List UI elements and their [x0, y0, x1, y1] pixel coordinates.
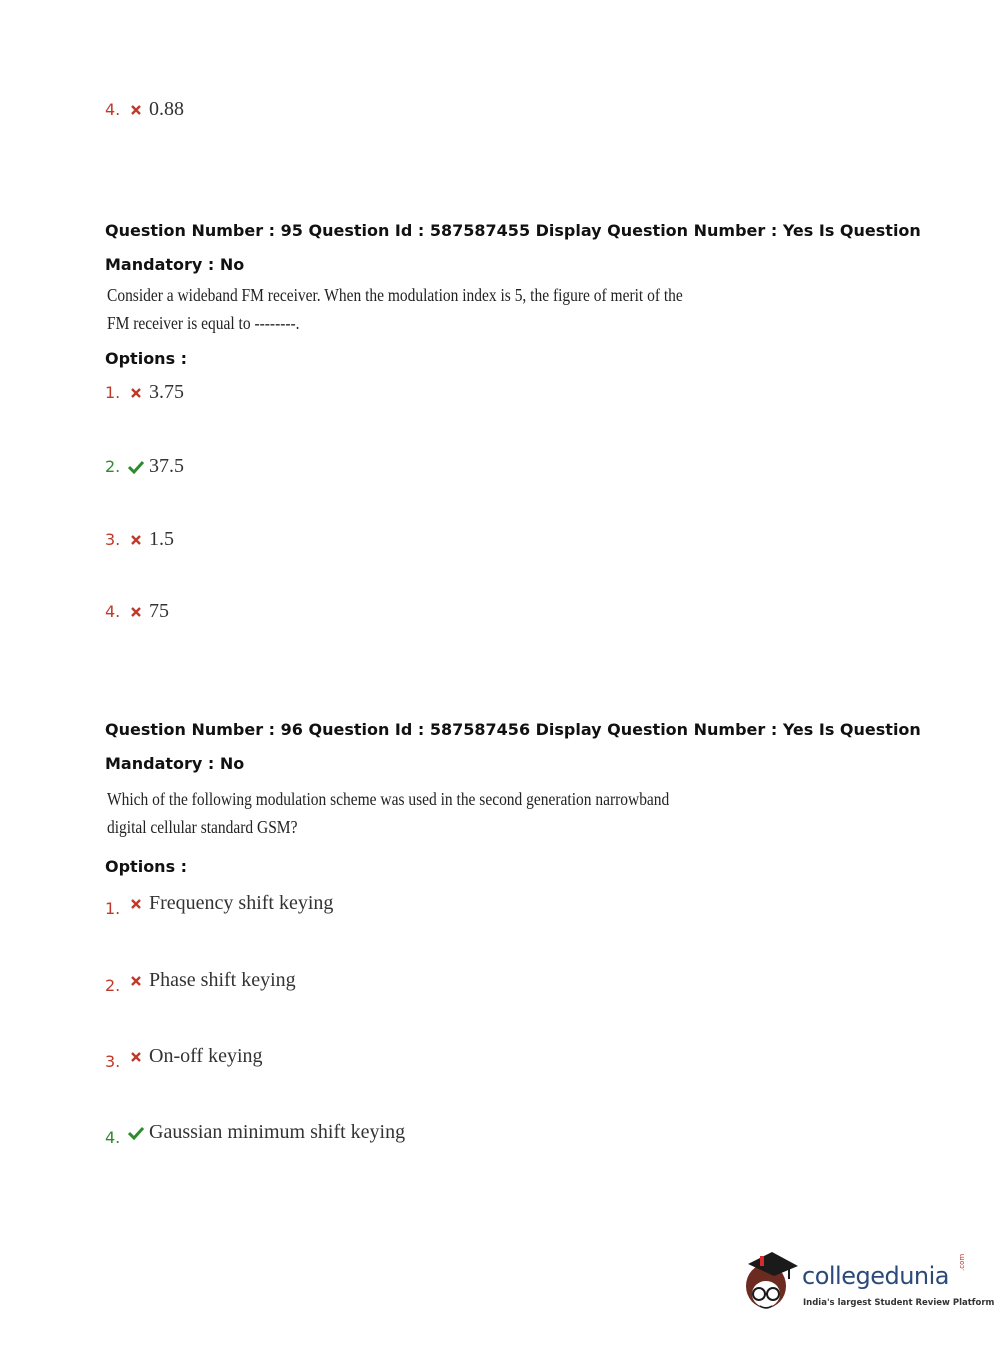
option-3: [105, 528, 174, 551]
option-number: 3.: [105, 530, 121, 549]
option-1: [105, 381, 184, 404]
option-text: Phase shift keying: [149, 969, 296, 991]
option-1: [105, 889, 333, 918]
option-number: 4.: [105, 100, 121, 119]
logo-wordmark: collegedunia: [802, 1262, 950, 1290]
option-3: [105, 1042, 263, 1071]
option-number: 4.: [105, 602, 121, 621]
option-number: 3.: [105, 1052, 121, 1071]
option-text: 37.5: [149, 455, 184, 477]
option-number: 1.: [105, 899, 121, 918]
options-label: Options :: [105, 857, 188, 876]
option-text: 3.75: [149, 381, 184, 403]
option-4: [105, 1118, 405, 1147]
option-text: 0.88: [149, 98, 184, 120]
option-text: 75: [149, 600, 169, 622]
logo-tagline: India's largest Student Review Platform: [803, 1298, 995, 1308]
question-mandatory: Mandatory : No: [105, 754, 245, 773]
check-icon: [127, 460, 145, 474]
options-label: Options :: [105, 349, 188, 368]
option-text: 1.5: [149, 528, 174, 550]
cross-icon: [127, 976, 145, 986]
cross-icon: [127, 607, 145, 617]
option-number: 1.: [105, 383, 121, 402]
option-4: [105, 600, 169, 623]
cross-icon: [127, 899, 145, 909]
question-text-line: digital cellular standard GSM?: [107, 817, 298, 837]
option-2: [105, 966, 296, 995]
option-2: [105, 455, 184, 478]
option-number: 2.: [105, 976, 121, 995]
option-number: 4.: [105, 1128, 121, 1147]
logo-suffix: .com: [958, 1253, 966, 1271]
option-text: On-off keying: [149, 1045, 263, 1067]
cross-icon: [127, 388, 145, 398]
option-number: 2.: [105, 457, 121, 476]
prev-option-4: [105, 98, 184, 121]
question-header: Question Number : 96 Question Id : 587587456 Display Question Number : Yes Is Question: [105, 720, 921, 739]
question-text-line: FM receiver is equal to --------.: [107, 313, 300, 333]
cross-icon: [127, 535, 145, 545]
cross-icon: [127, 1052, 145, 1062]
option-text: Frequency shift keying: [149, 892, 334, 914]
question-text-line: Which of the following modulation scheme was used in the second generation narrowband: [107, 789, 670, 809]
question-mandatory: Mandatory : No: [105, 255, 245, 274]
question-header: Question Number : 95 Question Id : 587587455 Display Question Number : Yes Is Question: [105, 221, 921, 240]
collegedunia-mascot-icon: [742, 1250, 802, 1321]
option-text: Gaussian minimum shift keying: [149, 1121, 406, 1143]
check-icon: [127, 1126, 145, 1140]
cross-icon: [127, 105, 145, 115]
question-text-line: Consider a wideband FM receiver. When the modulation index is 5, the figure of merit of the: [107, 285, 683, 305]
